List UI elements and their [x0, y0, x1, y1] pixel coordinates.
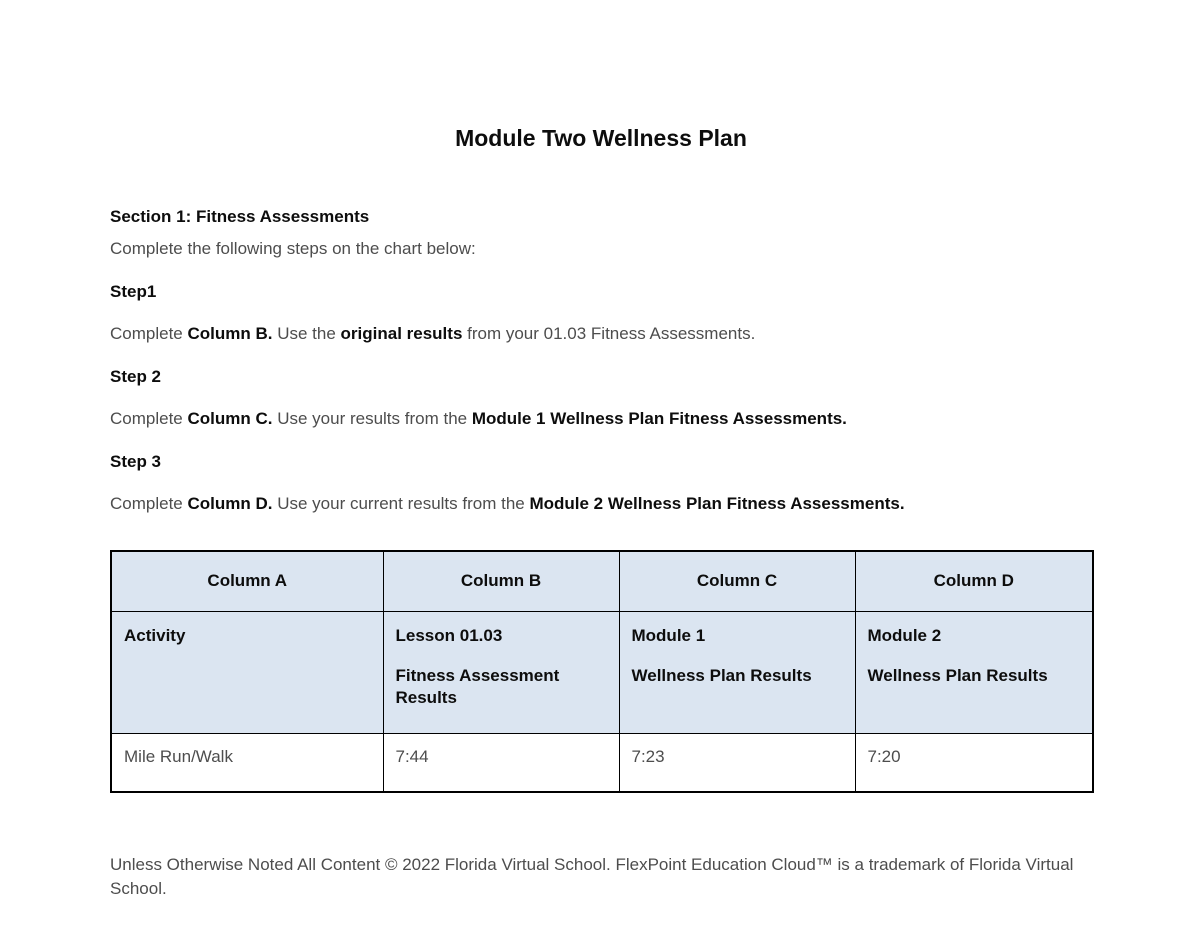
column-d-subheader-cell	[855, 611, 1093, 733]
column-d-result-cell: 7:20	[855, 733, 1093, 792]
activity-header-cell	[111, 611, 383, 733]
header-column-d: Column D	[855, 551, 1093, 611]
document-title: Module Two Wellness Plan	[455, 125, 747, 151]
text-segment-bold: original results	[340, 324, 463, 343]
activity-cell: Mile Run/Walk	[111, 733, 383, 792]
section-1-heading: Section 1: Fitness Assessments	[110, 207, 370, 226]
text-segment: Complete	[110, 494, 188, 513]
fitness-assessment-table	[110, 550, 1094, 793]
header-column-b: Column B	[383, 551, 619, 611]
cell-line: Fitness Assessment Results	[395, 665, 560, 707]
text-segment-bold: Module 2 Wellness Plan Fitness Assessments.	[529, 494, 905, 513]
table-row	[111, 733, 1093, 792]
column-c-result-cell: 7:23	[619, 733, 855, 792]
cell-line: Activity	[124, 625, 186, 645]
text-segment-bold: Column D.	[187, 494, 273, 513]
text-segment: Complete	[110, 324, 188, 343]
cell-line: Lesson 01.03	[395, 625, 503, 645]
section-intro: Complete the following steps on the chart below:	[110, 239, 476, 258]
step-3-text	[110, 494, 1092, 514]
header-column-c: Column C	[619, 551, 855, 611]
cell-line: Module 1	[631, 625, 706, 645]
text-segment: from your 01.03 Fitness Assessments.	[462, 324, 756, 343]
table-subheader-row	[111, 611, 1093, 733]
step-2-label: Step 2	[110, 367, 162, 386]
column-b-subheader-cell	[383, 611, 619, 733]
step-2-text	[110, 409, 1092, 429]
copyright-footer: Unless Otherwise Noted All Content © 2022 Florida Virtual School. FlexPoint Education Cloud™ is a trademark of Florida Virtual School.	[110, 855, 1074, 898]
text-segment-bold: Column C.	[187, 409, 273, 428]
step-1-label: Step1	[110, 282, 157, 301]
cell-line: Wellness Plan Results	[631, 665, 812, 685]
text-segment: Complete	[110, 409, 188, 428]
table-header-row	[111, 551, 1093, 611]
column-c-subheader-cell	[619, 611, 855, 733]
step-1-text	[110, 324, 1092, 344]
column-b-result-cell: 7:44	[383, 733, 619, 792]
text-segment: Use the	[272, 324, 341, 343]
text-segment: Use your results from the	[272, 409, 472, 428]
text-segment-bold: Column B.	[187, 324, 273, 343]
text-segment: Use your current results from the	[272, 494, 530, 513]
cell-line: Wellness Plan Results	[867, 665, 1048, 685]
text-segment-bold: Module 1 Wellness Plan Fitness Assessments.	[471, 409, 847, 428]
cell-line: Module 2	[867, 625, 942, 645]
header-column-a: Column A	[111, 551, 383, 611]
step-3-label: Step 3	[110, 452, 162, 471]
